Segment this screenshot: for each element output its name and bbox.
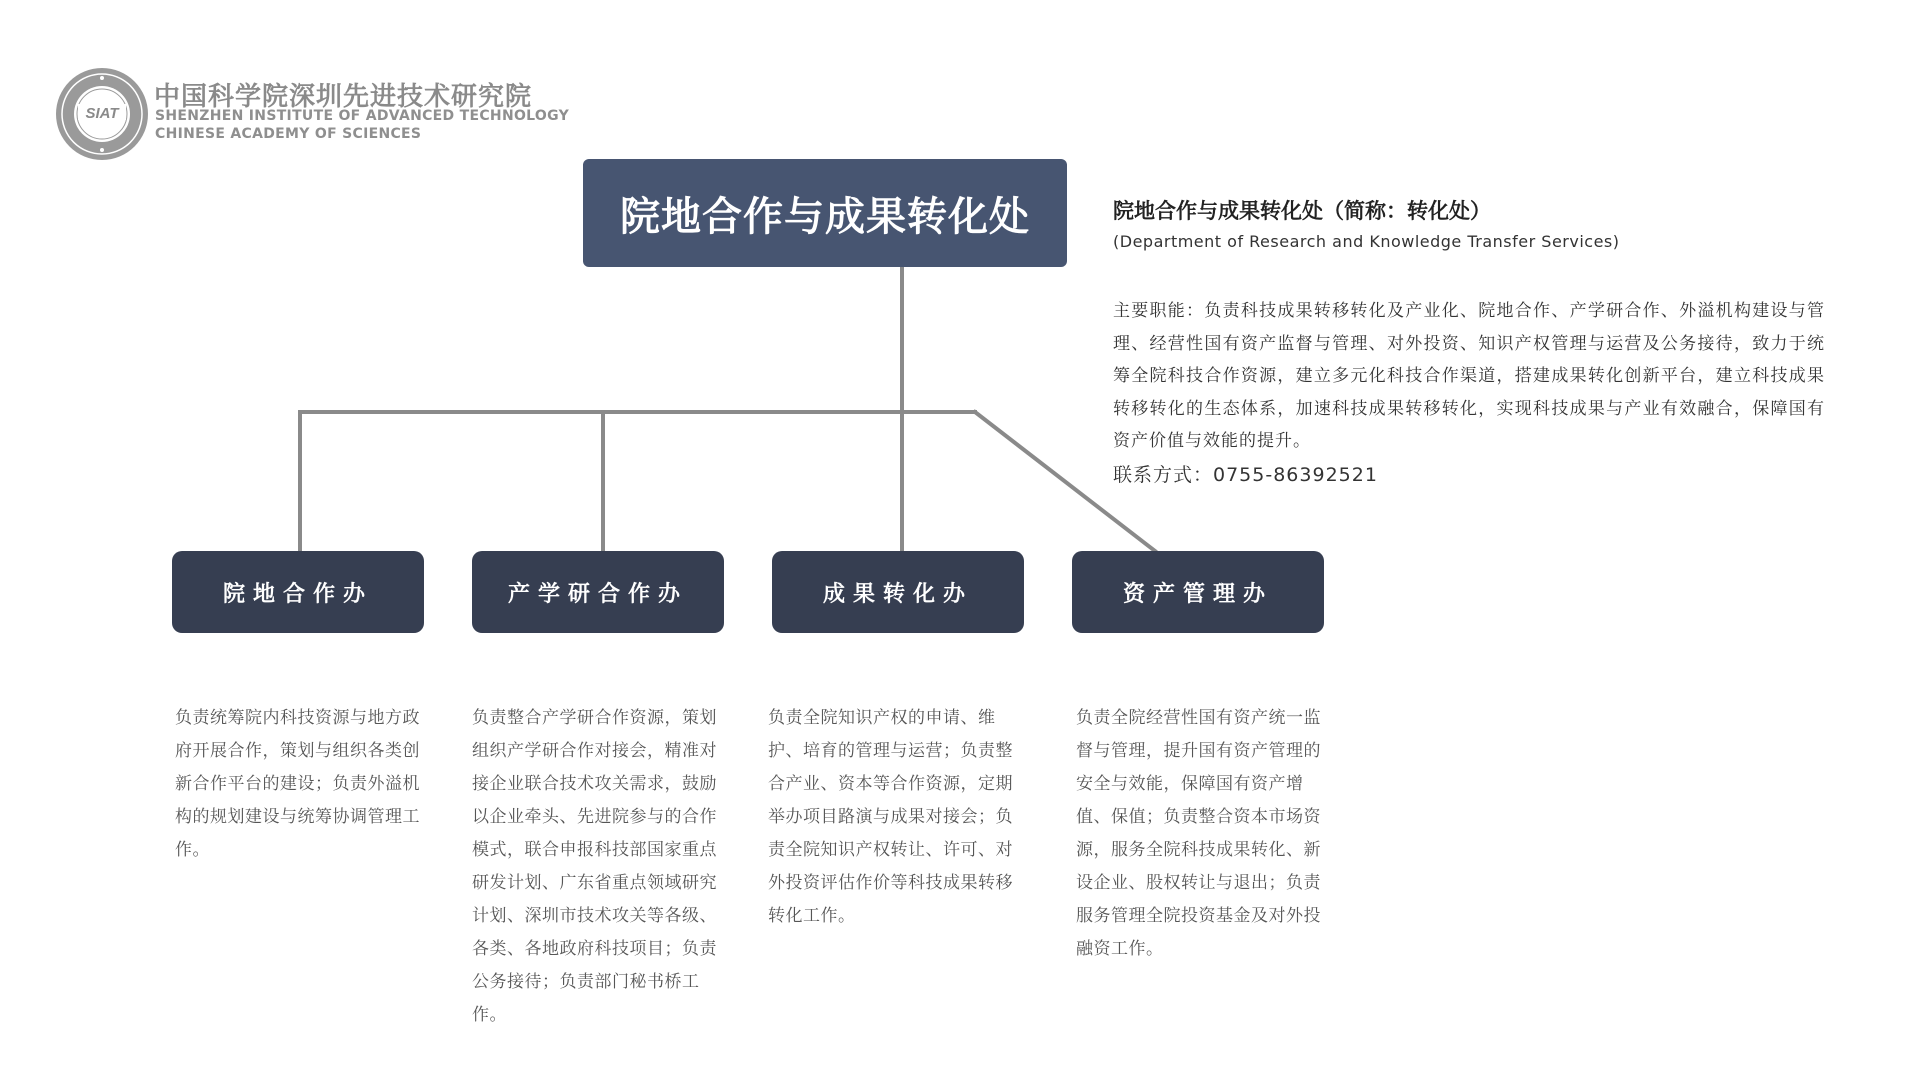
siat-logo-icon bbox=[54, 66, 150, 162]
office-description-local-cooperation: 负责统筹院内科技资源与地方政府开展合作，策划与组织各类创新合作平台的建设；负责外溢机构的规划建设与统筹协调管理工作。 bbox=[175, 708, 420, 860]
office-description-achievement-transfer: 负责全院知识产权的申请、维护、培育的管理与运营；负责整合产业、资本等合作资源，定期举办项目路演与成果对接会；负责全院知识产权转让、许可、对外投资评估作价等科技成果转移转化工作。 bbox=[768, 708, 1013, 926]
org-name-en bbox=[155, 107, 569, 143]
office-box-asset-management: 资产管理办 bbox=[1072, 551, 1324, 633]
office-box-industry-academia: 产学研合作办 bbox=[472, 551, 724, 633]
office-box-achievement-transfer: 成果转化办 bbox=[772, 551, 1024, 633]
org-name-cn: 中国科学院深圳先进技术研究院 bbox=[154, 82, 533, 112]
office-description-asset-management: 负责全院经营性国有资产统一监督与管理，提升国有资产管理的安全与效能，保障国有资产增值、保值；负责整合资本市场资源，服务全院科技成果转化、新设企业、股权转让与退出；负责服务管理全院投资基金及对外投融资工作。 bbox=[1076, 708, 1321, 959]
logo-badge-text: SIAT bbox=[85, 105, 119, 122]
org-name-en-line2: CHINESE ACADEMY OF SCIENCES bbox=[155, 126, 422, 142]
department-title-box: 院地合作与成果转化处 bbox=[583, 159, 1067, 267]
org-name-en-line1: SHENZHEN INSTITUTE OF ADVANCED TECHNOLOGY bbox=[155, 108, 570, 124]
department-contact: 联系方式：0755-86392521 bbox=[1113, 464, 1378, 486]
office-description-industry-academia: 负责整合产学研合作资源，策划组织产学研合作对接会，精准对接企业联合技术攻关需求，鼓励以企业牵头、先进院参与的合作模式，联合申报科技部国家重点研发计划、广东省重点领域研究计划、深圳市技术攻关等各级、各类、各地政府科技项目；负责公务接待；负责部门秘书桥工作。 bbox=[472, 708, 717, 1025]
office-box-local-cooperation: 院地合作办 bbox=[172, 551, 424, 633]
department-description: 主要职能：负责科技成果转移转化及产业化、院地合作、产学研合作、外溢机构建设与管理、经营性国有资产监督与管理、对外投资、知识产权管理与运营及公务接待，致力于统筹全院科技合作资源，建立多元化科技合作渠道，搭建成果转化创新平台，建立科技成果转移转化的生态体系，加速科技成果转移转化，实现科技成果与产业有效融合，保障国有资产价值与效能的提升。 bbox=[1113, 301, 1825, 451]
department-english-name: (Department of Research and Knowledge Transfer Services) bbox=[1113, 232, 1620, 251]
department-full-title: 院地合作与成果转化处（简称：转化处） bbox=[1113, 199, 1491, 223]
